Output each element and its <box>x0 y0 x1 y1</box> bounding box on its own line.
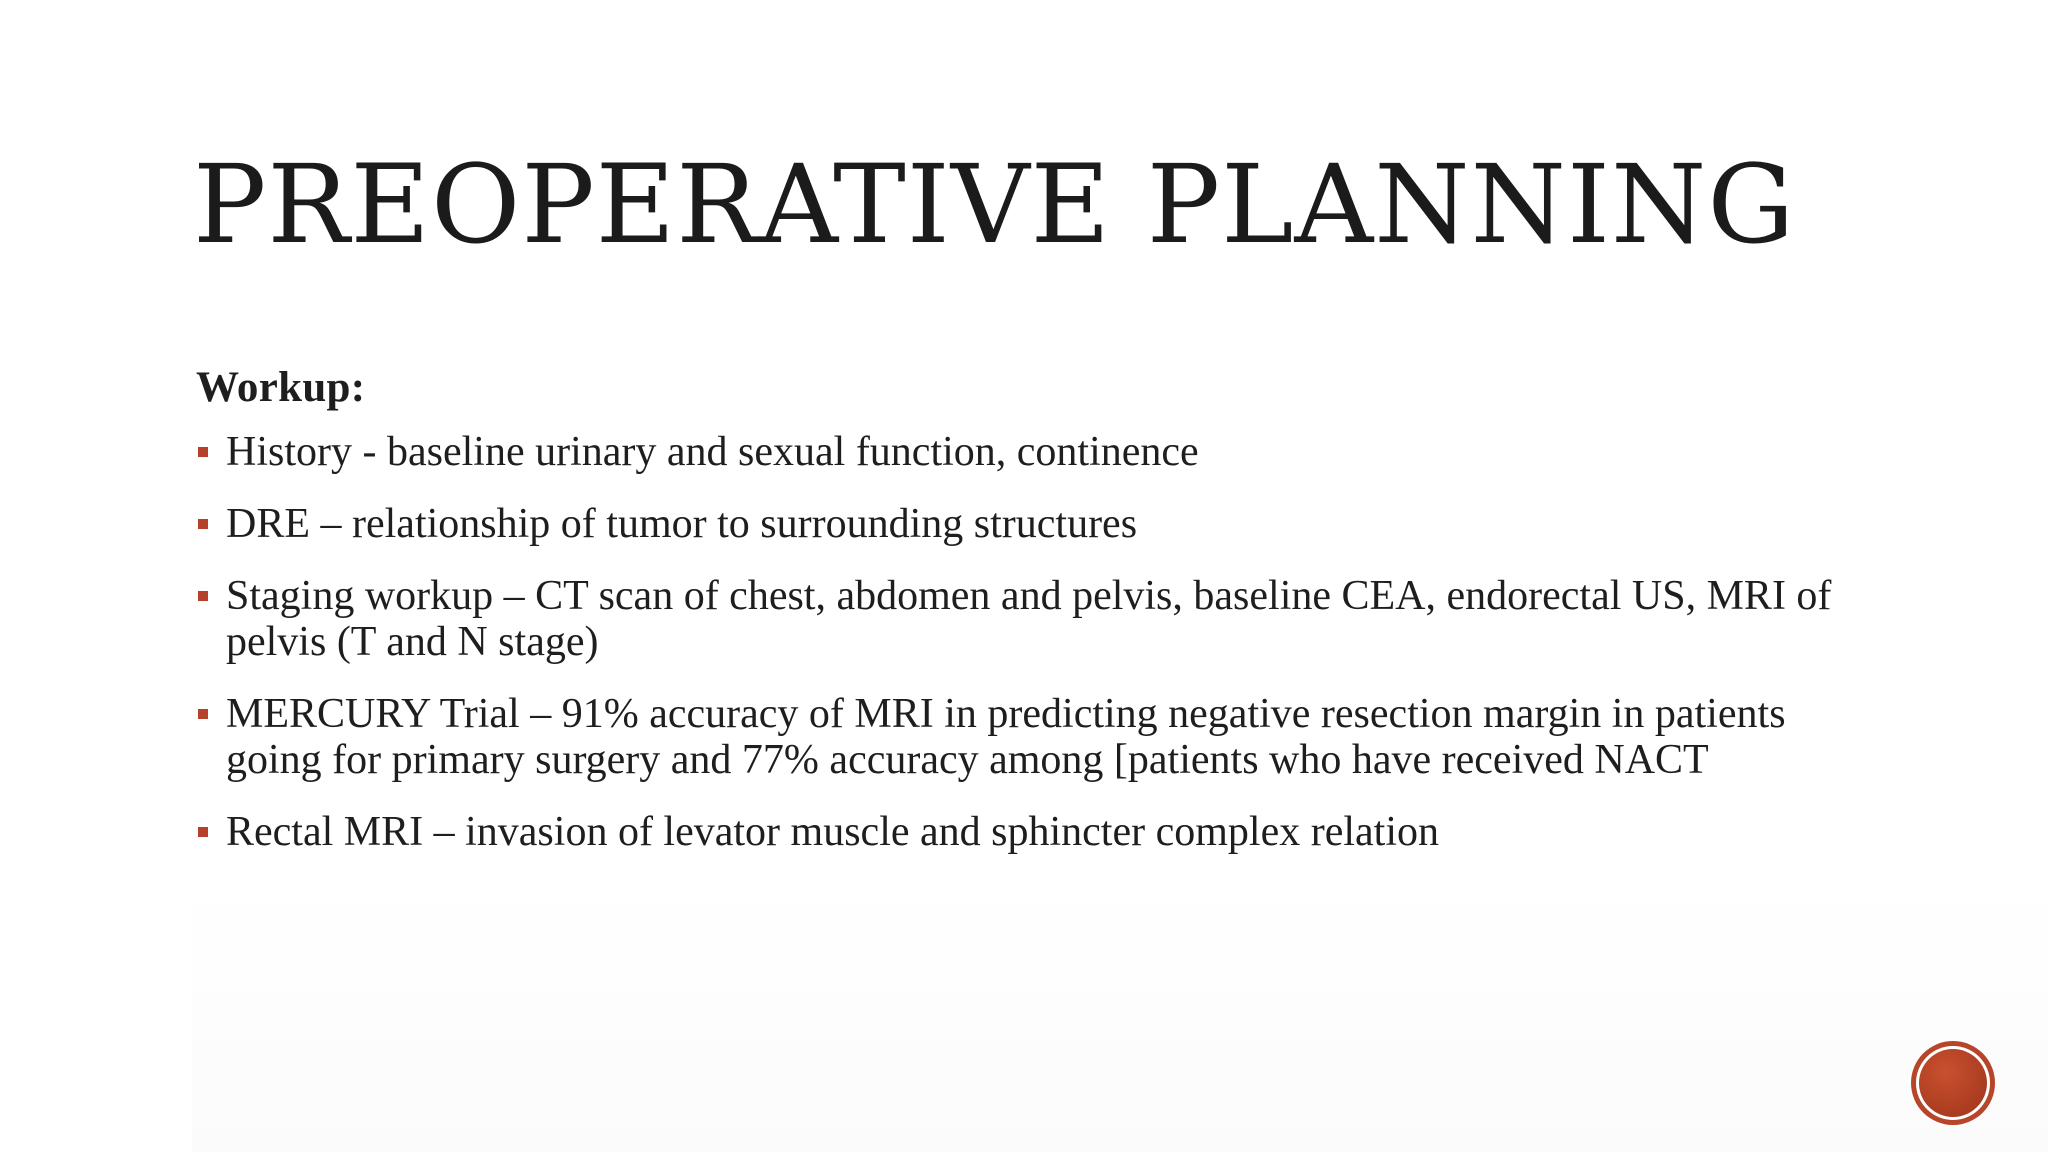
bullet-item <box>196 809 1876 855</box>
slide-body <box>196 360 1876 881</box>
bullet-square-icon <box>198 827 208 837</box>
content-area-shade <box>192 880 2048 1152</box>
bullet-item <box>196 573 1876 665</box>
bullet-item <box>196 501 1876 547</box>
workup-heading: Workup: <box>196 364 366 411</box>
bullet-square-icon <box>198 709 208 719</box>
circle-button-icon[interactable] <box>1916 1046 1990 1120</box>
bullet-text: Rectal MRI – invasion of levator muscle and sphincter complex relation <box>226 809 1439 855</box>
bullet-text: Staging workup – CT scan of chest, abdomen and pelvis, baseline CEA, endorectal US, MRI of pelvis (T and N stage) <box>226 573 1832 665</box>
bullet-text: DRE – relationship of tumor to surrounding structures <box>226 501 1138 547</box>
bullet-item <box>196 429 1876 475</box>
bullet-square-icon <box>198 519 208 529</box>
bullet-list <box>196 429 1876 855</box>
bullet-square-icon <box>198 447 208 457</box>
bullet-text: MERCURY Trial – 91% accuracy of MRI in predicting negative resection margin in patients going for primary surgery and 77% accuracy among [patients who have received NACT <box>226 691 1786 783</box>
bullet-item <box>196 691 1876 783</box>
bullet-text: History - baseline urinary and sexual function, continence <box>226 429 1199 475</box>
slide-title: PREOPERATIVE PLANNING <box>193 141 1796 268</box>
bullet-square-icon <box>198 591 208 601</box>
